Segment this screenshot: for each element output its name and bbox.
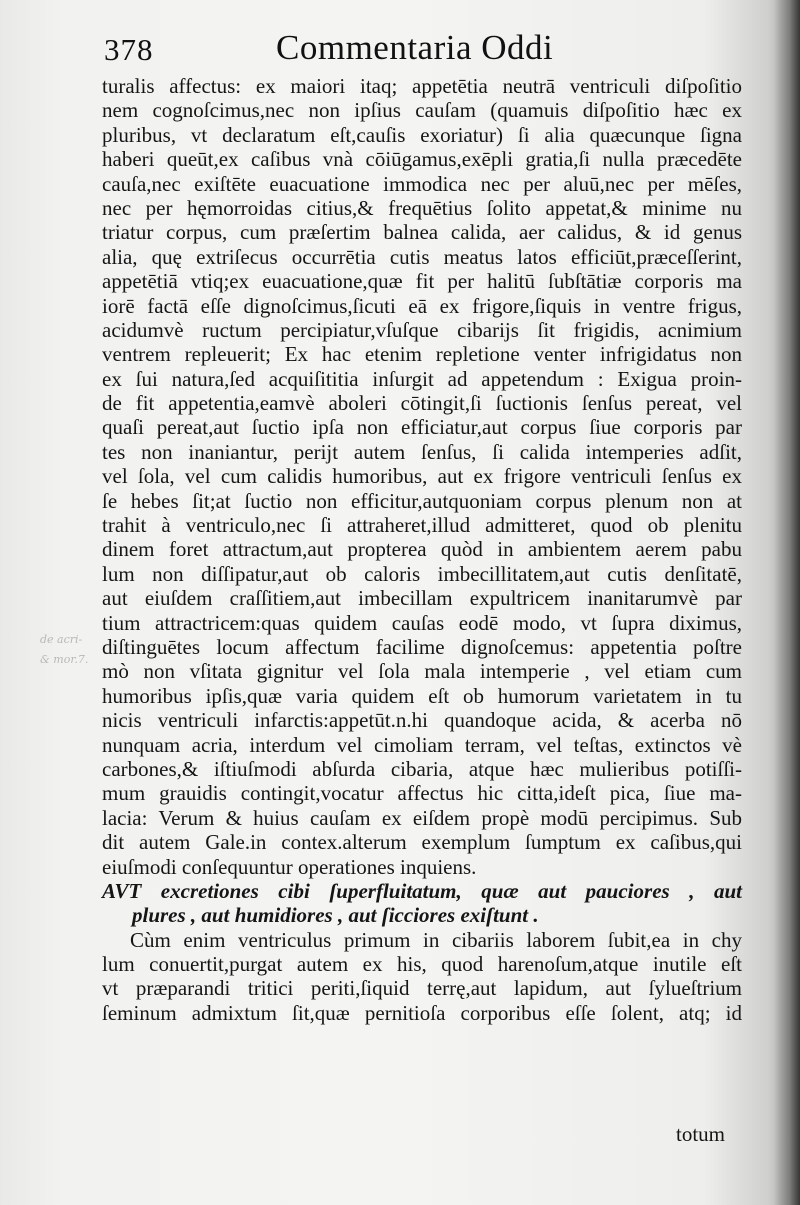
text-line: eiuſmodi conſequuntur operationes inquiens. (102, 854, 477, 879)
lemma-quotation (102, 879, 742, 928)
text-line: vel ſola, vel cum calidis humoribus, aut ex frigore ventriculi ſenſus ex (102, 464, 742, 489)
text-line: humoribus ipſis,quæ varia quidem eſt ob humorum varietatem in tu (102, 683, 742, 708)
text-line: de fit appetentia,eamvè aboleri cōtingit,ſi ſuctionis ſenſus pereat, vel (102, 391, 742, 416)
closing-paragraph (102, 928, 742, 1026)
commentary-body (102, 74, 742, 879)
text-line: nem cognoſcimus,nec non ipſius cauſam (quamuis diſpoſitio hæc ex (102, 98, 742, 123)
text-line: cauſa,nec exiſtēte euacuatione immodica nec per aluū,nec per mēſes, (102, 171, 742, 196)
text-line: haberi queūt,ex caſibus vnà cōiūgamus,exēpli gratia,ſi nulla præcedēte (102, 147, 742, 172)
text-line: tium attractricem:quas quidem cauſas eodē modo, vt ſupra diximus, (102, 610, 742, 635)
page-number: 378 (104, 32, 154, 67)
running-title: Commentaria Oddi (276, 28, 554, 67)
text-line: pluribus, vt declaratum eſt,cauſis exoriatur) ſi alia quæcunque ſigna (102, 122, 742, 147)
margin-note-bleed-line-1: de acri- (40, 633, 83, 646)
text-line: triatur corpus, cum præſertim balnea calida, aer calidus, & id genus (102, 220, 742, 245)
text-line: carbones,& iſtiuſmodi abſurda cibaria, atque hæc mulieribus potiſſi- (102, 756, 742, 781)
text-line: mò non vſitata gignitur vel ſola mala intemperie , vel etiam cum (102, 659, 742, 684)
text-line: lacia: Verum & huius cauſam ex eiſdem propè modū percipimus. Sub (102, 805, 742, 830)
lemma-line: plures , aut humidiores , aut ſicciores exiſtunt . (132, 903, 539, 928)
text-line: ſeminum admixtum ſit,quæ pernitioſa corporibus eſſe ſolent, atq; id (102, 1000, 742, 1025)
text-line: dit autem Gale.in contex.alterum exemplum ſumptum ex caſibus,qui (102, 830, 742, 855)
text-line: aut eiuſdem craſſitiem,aut imbecillam expultricem inanitarumvè par (102, 586, 742, 611)
text-line: nunquam acria, interdum vel cimoliam terram, vel teſtas, extinctos vè (102, 732, 742, 757)
text-line: lum conuertit,purgat autem ex his, quod harenoſum,atque inutile eſt (102, 952, 742, 977)
text-line: lum non diſſipatur,aut ob caloris imbecillitatem,aut cutis denſitatē, (102, 561, 742, 586)
text-line: tes non inaniantur, perijt autem ſenſus, ſi calida intemperies adſit, (102, 439, 742, 464)
text-line: ſe hebes ſit;at ſuctio non efficitur,autquoniam corpus plenum non at (102, 488, 742, 513)
margin-note-bleed-line-2: & mor.7. (40, 653, 89, 666)
text-line: vt præparandi tritici periti,ſiquid terrę,aut lapidum, aut ſylueſtrium (102, 976, 742, 1001)
running-head (96, 22, 756, 72)
main-text-block (102, 74, 742, 1025)
text-line: ventrem repleuerit; Ex hac etenim repletione venter infrigidatus non (102, 342, 742, 367)
text-line: appetētiā vtiq;ex euacuatione,quæ fit per halitū ſubſtātiæ corporis ma (102, 269, 742, 294)
page-gutter-shadow (774, 0, 800, 1205)
text-line: turalis affectus: ex maiori itaq; appetētia neutrā ventriculi diſpoſitio (102, 74, 742, 98)
text-line: quaſi pereat,aut ſuctio ipſa non efficiatur,aut corpus ſiue corporis par (102, 415, 742, 440)
text-line: alia, quę extriſecus occurrētia cutis meatus latos efficiūt,præceſſerint, (102, 244, 742, 269)
text-line: diſtinguētes locum affectum facilime dignoſcemus: appetentia poſtre (102, 634, 742, 659)
text-line: nec per hęmorroidas citius,& frequētius ſolito appetat,& minime nu (102, 195, 742, 220)
catchword: totum (676, 1122, 726, 1146)
text-line: dinem foret attractum,aut propterea quòd in ambientem aerem pabu (102, 537, 742, 562)
text-line: Cùm enim ventriculus primum in cibariis laborem ſubit,ea in chy (130, 927, 742, 952)
text-line: nicis ventriculi infarctis:appetūt.n.hi quandoque acida, & acerba nō (102, 708, 742, 733)
text-line: ex ſui natura,ſed acquiſititia inſurgit ad appetendum : Exigua proin- (102, 366, 742, 391)
lemma-line: AVT excretiones cibi ſuperfluitatum, quæ aut pauciores , aut (102, 878, 742, 903)
text-line: iorē factā eſſe dignoſcimus,ſicuti eā ex frigore,ſiquis in ventre frigus, (102, 293, 742, 318)
text-line: mum grauidis contingit,vocatur affectus hic citta,ideſt pica, ſiue ma- (102, 781, 742, 806)
text-line: acidumvè ructum percipiatur,vſuſque cibarijs ſit frigidis, acnimium (102, 317, 742, 342)
text-line: trahit à ventriculo,nec ſi attraheret,illud admitteret, quod ob plenitu (102, 513, 742, 538)
